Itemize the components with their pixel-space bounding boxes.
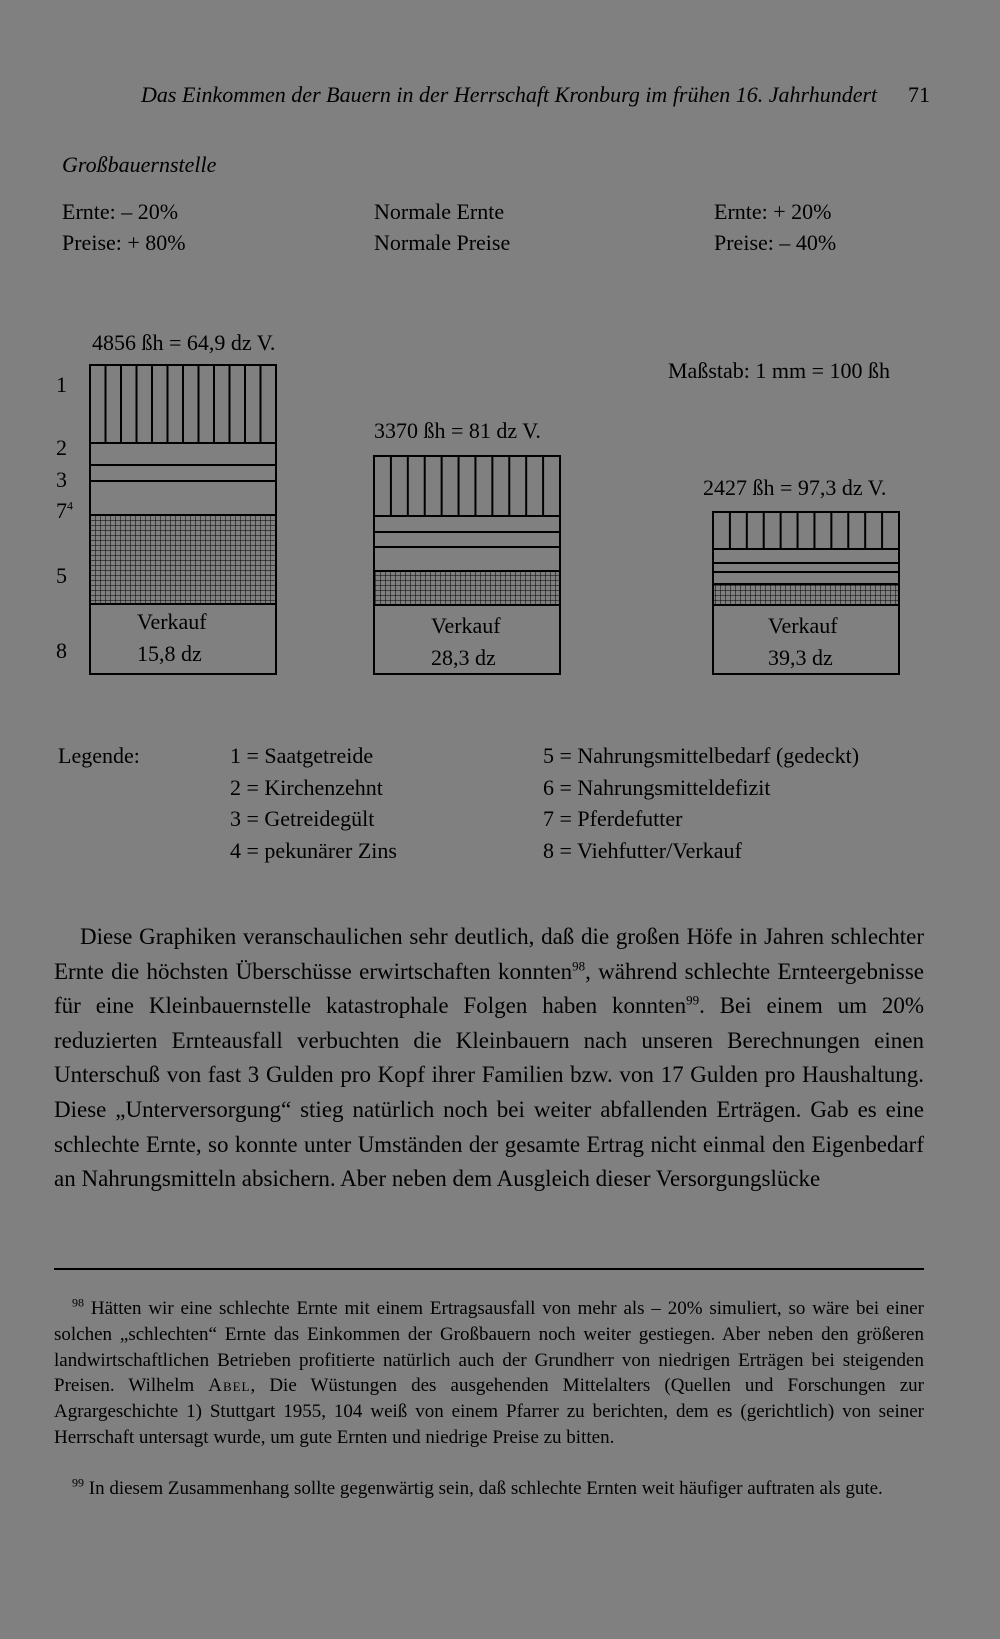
condition-prices-left: Preise: + 80%	[62, 230, 186, 255]
legend-item-1: 1 = Saatgetreide	[230, 743, 374, 768]
legend-item-4: 4 = pekunärer Zins	[230, 837, 397, 863]
stacked-bars-chart	[0, 0, 1000, 700]
bar-1-sale-value: 15,8 dz	[137, 641, 202, 666]
condition-harvest-middle: Normale Ernte	[374, 199, 505, 224]
condition-harvest-left: Ernte: – 20%	[62, 199, 179, 224]
footnote-98	[54, 1296, 924, 1451]
footnote-99	[54, 1476, 924, 1502]
legend-item-5: 5 = Nahrungsmittelbedarf (gedeckt)	[543, 743, 860, 768]
legend-column-1	[230, 740, 397, 866]
bar-1-segment-5-food	[90, 515, 276, 604]
bar-3-segment-5-food	[713, 584, 899, 605]
bar-2-sale-value: 28,3 dz	[431, 645, 496, 670]
row-number-2: 2	[56, 435, 67, 460]
legend-item-8: 8 = Viehfutter/Verkauf	[543, 837, 742, 863]
footnote-99-number: 99	[72, 1475, 84, 1490]
footnote-99-text: In diesem Zusammenhang sollte gegenwärtig sein, daß schlechte Ernten weit häufiger auftraten als gute.	[88, 1478, 883, 1499]
legend-heading: Legende:	[58, 743, 140, 768]
bar-label-2: 3370 ßh = 81 dz V.	[374, 418, 541, 443]
body-paragraph	[54, 920, 924, 1197]
bar-label-1: 4856 ßh = 64,9 dz V.	[92, 330, 276, 355]
footnote-ref-99[interactable]: 99	[686, 992, 700, 1008]
row-number-7: $7^4$	[56, 498, 73, 523]
condition-harvest-right: Ernte: + 20%	[714, 199, 832, 224]
bar-3-sale-label: Verkauf	[768, 613, 838, 638]
legend-item-7: 7 = Pferdefutter	[543, 806, 683, 831]
legend-item-3: 3 = Getreidegült	[230, 806, 375, 831]
footnote-ref-98[interactable]: 98	[572, 957, 586, 973]
page-number: 71	[908, 82, 930, 107]
body-text-part-1: Diese Graphiken veranschaulichen sehr deutlich, daß die großen Höfe in Jahren schlechter Ernte die höchsten Überschüsse erwirtschaften konnten	[54, 924, 924, 984]
row-number-3: 3	[56, 467, 67, 492]
bar-3-sale-value: 39,3 dz	[768, 645, 833, 670]
scale-label: Maßstab: 1 mm = 100 ßh	[668, 358, 891, 383]
running-title: Das Einkommen der Bauern in der Herrschaft Kronburg im frühen 16. Jahrhundert	[141, 82, 878, 107]
bar-2-segment-5-food	[374, 571, 560, 605]
condition-prices-middle: Normale Preise	[374, 230, 511, 255]
body-text-part-2: , während schlechte Ernteergebnisse für eine Kleinbauernstelle katastrophale Folgen haben konnten	[54, 958, 925, 1019]
legend-item-2: 2 = Kirchenzehnt	[230, 774, 383, 800]
bar-2-outline	[374, 456, 560, 674]
legend-item-6: 6 = Nahrungsmitteldefizit	[543, 774, 771, 800]
footnote-98-text-a: Hätten wir eine schlechte Ernte mit einem Ertragsausfall von mehr als – 20% simuliert, so wäre bei einer solchen „schlechten“ Ernte das Einkommen der Großbauern noch weiter gestiegen. Aber neben den größeren landwirtschaftlichen Betrieben profitierte natürlich auch der Grundherr von niedrigen Erträgen bei steigenden Preisen. Wilhelm	[54, 1298, 925, 1397]
bar-label-3: 2427 ßh = 97,3 dz V.	[703, 475, 887, 500]
condition-prices-right: Preise: – 40%	[714, 230, 837, 255]
row-number-5: 5	[56, 563, 67, 588]
body-text-part-3: . Bei einem um 20% reduzierten Ernteausfall verbuchten die Kleinbauern nach unseren Berechnungen einen Unterschuß von fast 3 Gulden pro Kopf ihrer Familien bzw. von 17 Gulden pro Haushaltung. Diese „Unterversorgung“ stieg natürlich noch bei weiter abfallenden Erträgen. Gab es eine schlechte Ernte, so konnte unter Umständen der gesamte Ertrag nicht einmal den Eigenbedarf an Nahrungsmitteln absichern. Aber neben dem Ausgleich dieser Versorgungslücke	[54, 993, 925, 1192]
bar-1-sale-label: Verkauf	[137, 609, 207, 634]
row-number-8: 8	[56, 638, 67, 663]
footnote-divider	[54, 1268, 924, 1270]
bar-2-sale-label: Verkauf	[431, 613, 501, 638]
legend-column-2	[543, 740, 859, 866]
footnote-98-author: Abel	[208, 1375, 251, 1397]
row-number-1: 1	[56, 372, 67, 397]
footnote-98-text-b: , Die Wüstungen des ausgehenden Mittelalters (Quellen und Forschungen zur Agrargeschichte 1) Stuttgart 1955, 104 weiß von einem Pfarrer zu berichten, dem es (gerichtlich) von seiner Herrschaft untersagt wurde, um gute Ernten und niedrige Preise zu bitten.	[54, 1375, 924, 1448]
section-title: Großbauernstelle	[62, 152, 217, 177]
footnote-98-number: 98	[72, 1295, 84, 1310]
